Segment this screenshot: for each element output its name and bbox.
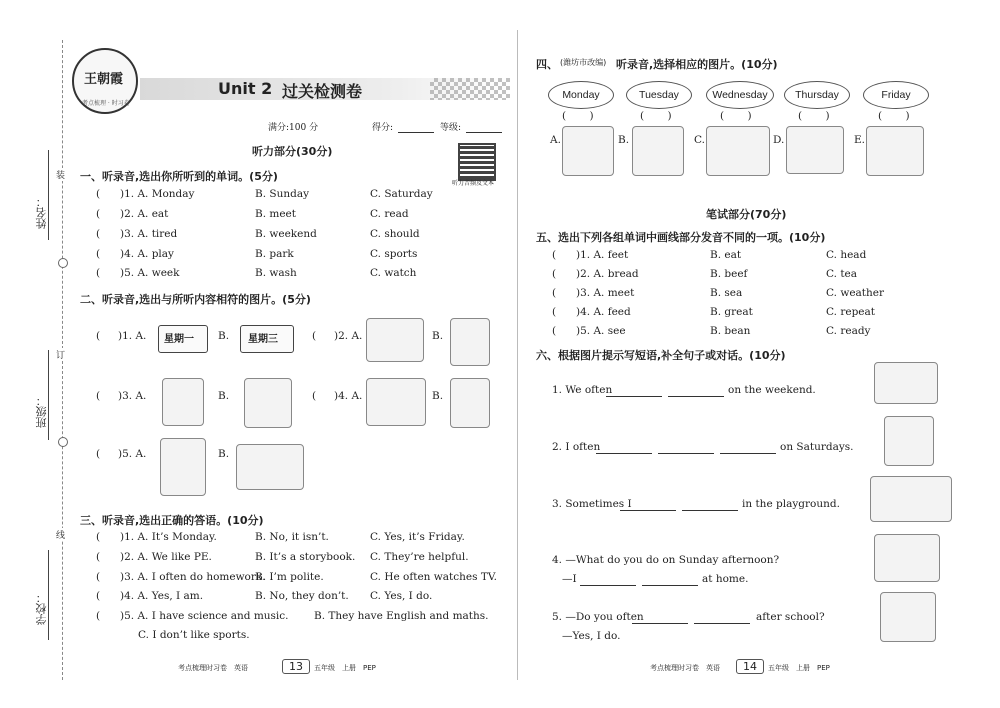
s5-row4-c: C. repeat bbox=[826, 306, 875, 318]
seal-char-2: 订 bbox=[56, 348, 65, 361]
s5-row4-a: )4. A. feed bbox=[576, 306, 631, 318]
answer-slot-5[interactable]: ( ) bbox=[878, 110, 910, 122]
boy-washing-clothes-picture bbox=[884, 416, 934, 466]
s5-row2-b: B. beef bbox=[710, 268, 748, 280]
grade-field[interactable] bbox=[466, 120, 502, 133]
s5-row5-c: C. ready bbox=[826, 325, 871, 337]
s3-row3-b: B. I’m polite. bbox=[255, 571, 324, 583]
s4-title: 听录音,选择相应的图片。(10分) bbox=[616, 58, 778, 71]
school-label: 学校： bbox=[35, 592, 48, 625]
qr-code[interactable] bbox=[458, 143, 496, 181]
answer-paren[interactable]: ( bbox=[96, 448, 101, 460]
answer-paren[interactable]: ( bbox=[312, 330, 317, 342]
footer-left-text: 考点梳理时习卷 英语 bbox=[178, 664, 248, 672]
class-underline bbox=[48, 350, 49, 440]
logo-subtext: 考点梳理 · 时习卷 bbox=[82, 100, 130, 107]
s6-q1-pre: 1. We often bbox=[552, 384, 613, 396]
s1-row1-a: )1. A. Monday bbox=[120, 188, 195, 200]
s6-q4-a: 4. —What do you do on Sunday afternoon? bbox=[552, 554, 780, 566]
s6-q2-blank2[interactable] bbox=[658, 441, 714, 454]
s2-item1-b: B. bbox=[218, 330, 230, 342]
answer-paren[interactable]: ( bbox=[96, 330, 101, 342]
s6-q4-blank1[interactable] bbox=[580, 573, 636, 586]
girl-art-class-picture bbox=[632, 126, 684, 176]
s3-row1-c: C. Yes, it’s Friday. bbox=[370, 531, 465, 543]
s3-row1-a: )1. A. It’s Monday. bbox=[120, 531, 217, 543]
answer-paren[interactable]: ( bbox=[96, 571, 101, 583]
grade-label: 等级: bbox=[440, 123, 462, 133]
hole-icon bbox=[58, 437, 68, 447]
calendar-a-label: 星期一 bbox=[164, 334, 194, 345]
score-label: 得分: bbox=[372, 123, 394, 133]
s1-row1-b: B. Sunday bbox=[255, 188, 310, 200]
girl-painting-picture bbox=[160, 438, 206, 496]
day-wednesday: Wednesday bbox=[706, 81, 774, 109]
answer-paren[interactable]: ( bbox=[96, 208, 101, 220]
s1-row3-b: B. weekend bbox=[255, 228, 317, 240]
s5-row2-c: C. tea bbox=[826, 268, 858, 280]
s6-q4-b-post: at home. bbox=[702, 573, 749, 585]
s3-row4-b: B. No, they don’t. bbox=[255, 590, 349, 602]
day-thursday: Thursday bbox=[784, 81, 850, 109]
name-label: 姓名： bbox=[35, 196, 48, 229]
s5-row3-c: C. weather bbox=[826, 287, 885, 299]
answer-slot-1[interactable]: ( ) bbox=[562, 110, 594, 122]
class-label: 班级： bbox=[35, 395, 48, 428]
s2-item3: )3. A. bbox=[118, 390, 147, 402]
writing-title: 笔试部分(70分) bbox=[706, 208, 787, 221]
s6-q5-b: —Yes, I do. bbox=[562, 630, 621, 642]
s5-title: 五、选出下列各组单词中画线部分发音不同的一项。(10分) bbox=[536, 231, 826, 244]
day-monday: Monday bbox=[548, 81, 614, 109]
s1-row3-c: C. should bbox=[370, 228, 420, 240]
answer-slot-2[interactable]: ( ) bbox=[640, 110, 672, 122]
s4-letter-e: E. bbox=[854, 134, 866, 146]
logo-text: 王朝霞 bbox=[84, 72, 124, 87]
s6-q2-blank1[interactable] bbox=[596, 441, 652, 454]
boy-football-picture bbox=[244, 378, 292, 428]
s1-row5-b: B. wash bbox=[255, 267, 297, 279]
s3-row3-a: )3. A. I often do homework. bbox=[120, 571, 266, 583]
s6-q5-a-post: after school? bbox=[756, 611, 825, 623]
s6-q4-b-pre: —I bbox=[562, 573, 577, 585]
s4-letter-d: D. bbox=[773, 134, 785, 146]
answer-slot-4[interactable]: ( ) bbox=[798, 110, 830, 122]
boy-at-table-picture bbox=[366, 318, 424, 362]
s1-row4-b: B. park bbox=[255, 248, 294, 260]
s6-q4-blank2[interactable] bbox=[642, 573, 698, 586]
s1-row4-c: C. sports bbox=[370, 248, 418, 260]
answer-paren[interactable]: ( bbox=[552, 287, 557, 299]
s2-item5: )5. A. bbox=[118, 448, 147, 460]
answer-paren[interactable]: ( bbox=[552, 325, 557, 337]
blackboard-picture bbox=[786, 126, 844, 174]
footer-right-text: 考点梳理时习卷 英语 bbox=[650, 664, 720, 672]
s5-row1-c: C. head bbox=[826, 249, 867, 261]
s2-item2: )2. A. bbox=[334, 330, 363, 342]
answer-paren[interactable]: ( bbox=[96, 390, 101, 402]
answer-paren[interactable]: ( bbox=[96, 228, 101, 240]
qr-caption: 听力音频及文本 bbox=[452, 180, 495, 187]
s3-row5-a: )5. A. I have science and music. bbox=[120, 610, 289, 622]
full-score: 满分:100 分 bbox=[268, 123, 319, 133]
s6-title: 六、根据图片提示写短语,补全句子或对话。(10分) bbox=[536, 349, 786, 362]
s3-title: 三、听录音,选出正确的答语。(10分) bbox=[80, 514, 264, 527]
boy-ping-pong-picture bbox=[366, 378, 426, 426]
s3-row2-b: B. It’s a storybook. bbox=[255, 551, 356, 563]
s4-letter-a: A. bbox=[550, 134, 561, 146]
score-field[interactable] bbox=[398, 120, 434, 133]
two-girls-picture bbox=[874, 362, 938, 404]
s2-item2-b: B. bbox=[432, 330, 444, 342]
s3-row2-a: )2. A. We like PE. bbox=[120, 551, 212, 563]
s2-title: 二、听录音,选出与所听内容相符的图片。(5分) bbox=[80, 293, 311, 306]
footer-right-grade: 五年级 上册 PEP bbox=[768, 664, 830, 672]
answer-paren[interactable]: ( bbox=[96, 531, 101, 543]
s1-row5-a: )5. A. week bbox=[120, 267, 180, 279]
s3-row5-c: C. I don’t like sports. bbox=[138, 629, 250, 641]
unit-title: Unit 2 bbox=[218, 79, 273, 98]
answer-slot-3[interactable]: ( ) bbox=[720, 110, 752, 122]
answer-paren[interactable]: ( bbox=[96, 551, 101, 563]
seal-char-3: 线 bbox=[56, 528, 65, 541]
s5-row1-a: )1. A. feet bbox=[576, 249, 629, 261]
page-title: 过关检测卷 bbox=[282, 82, 363, 101]
s1-title: 一、听录音,选出你所听到的单词。(5分) bbox=[80, 170, 278, 183]
day-friday: Friday bbox=[863, 81, 929, 109]
seal-char-1: 装 bbox=[56, 168, 65, 181]
s2-item1: )1. A. bbox=[118, 330, 147, 342]
answer-paren[interactable]: ( bbox=[96, 267, 101, 279]
s5-row2-a: )2. A. bread bbox=[576, 268, 639, 280]
s4-letter-c: C. bbox=[694, 134, 705, 146]
s2-item3-b: B. bbox=[218, 390, 230, 402]
s6-q1-blank1[interactable] bbox=[606, 384, 662, 397]
footer-left-grade: 五年级 上册 PEP bbox=[314, 664, 376, 672]
footer-right-page: 14 bbox=[736, 659, 764, 674]
s5-row5-b: B. bean bbox=[710, 325, 751, 337]
s1-row2-c: C. read bbox=[370, 208, 409, 220]
name-underline bbox=[48, 150, 49, 240]
s3-row4-a: )4. A. Yes, I am. bbox=[120, 590, 204, 602]
s6-q1-blank2[interactable] bbox=[668, 384, 724, 397]
s6-q3-post: in the playground. bbox=[742, 498, 840, 510]
boy-playing-football-picture bbox=[870, 476, 952, 522]
s3-row2-c: C. They’re helpful. bbox=[370, 551, 469, 563]
s1-row4-a: )4. A. play bbox=[120, 248, 174, 260]
s1-row2-b: B. meet bbox=[255, 208, 296, 220]
s3-row5-b: B. They have English and maths. bbox=[314, 610, 489, 622]
s5-row1-b: B. eat bbox=[710, 249, 742, 261]
checker-pattern bbox=[430, 78, 510, 100]
listening-title: 听力部分(30分) bbox=[252, 145, 333, 158]
s4-title-pre: 四、 bbox=[536, 58, 558, 71]
s6-q3-blank2[interactable] bbox=[682, 498, 738, 511]
girl-eating-picture bbox=[450, 318, 490, 366]
answer-paren[interactable]: ( bbox=[552, 249, 557, 261]
calendar-b-label: 星期三 bbox=[248, 334, 278, 345]
girl-watching-tv-picture bbox=[874, 534, 940, 582]
school-underline bbox=[48, 550, 49, 640]
s4-title-source: (潍坊市改编) bbox=[560, 58, 607, 67]
answer-paren[interactable]: ( bbox=[552, 268, 557, 280]
s6-q5-blank1[interactable] bbox=[632, 611, 688, 624]
s2-item5-b: B. bbox=[218, 448, 230, 460]
s6-q3-blank1[interactable] bbox=[620, 498, 676, 511]
page-divider bbox=[517, 30, 518, 680]
kids-football-picture bbox=[706, 126, 770, 176]
s6-q2-pre: 2. I often bbox=[552, 441, 601, 453]
day-tuesday: Tuesday bbox=[626, 81, 692, 109]
answer-paren[interactable]: ( bbox=[96, 248, 101, 260]
answer-paren[interactable]: ( bbox=[552, 306, 557, 318]
s6-q1-post: on the weekend. bbox=[728, 384, 816, 396]
answer-paren[interactable]: ( bbox=[312, 390, 317, 402]
teacher-picture bbox=[562, 126, 614, 176]
s1-row5-c: C. watch bbox=[370, 267, 417, 279]
s6-q2-post: on Saturdays. bbox=[780, 441, 854, 453]
s2-item4: )4. A. bbox=[334, 390, 363, 402]
s5-row4-b: B. great bbox=[710, 306, 753, 318]
s1-row3-a: )3. A. tired bbox=[120, 228, 178, 240]
s6-q2-blank3[interactable] bbox=[720, 441, 776, 454]
girl-sports-picture bbox=[450, 378, 490, 428]
s6-q3-pre: 3. Sometimes I bbox=[552, 498, 632, 510]
hole-icon bbox=[58, 258, 68, 268]
s6-q5-blank2[interactable] bbox=[694, 611, 750, 624]
s5-row3-a: )3. A. meet bbox=[576, 287, 635, 299]
s5-row5-a: )5. A. see bbox=[576, 325, 626, 337]
boy-reading-picture bbox=[162, 378, 204, 426]
answer-paren[interactable]: ( bbox=[96, 188, 101, 200]
s5-row3-b: B. sea bbox=[710, 287, 743, 299]
s3-row3-c: C. He often watches TV. bbox=[370, 571, 497, 583]
music-class-picture bbox=[866, 126, 924, 176]
answer-paren[interactable]: ( bbox=[96, 610, 101, 622]
answer-paren[interactable]: ( bbox=[96, 590, 101, 602]
girl-reading-picture bbox=[880, 592, 936, 642]
watching-tv-picture bbox=[236, 444, 304, 490]
s6-q5-a-pre: 5. —Do you often bbox=[552, 611, 644, 623]
s4-letter-b: B. bbox=[618, 134, 630, 146]
s2-item4-b: B. bbox=[432, 390, 444, 402]
s3-row4-c: C. Yes, I do. bbox=[370, 590, 433, 602]
s1-row2-a: )2. A. eat bbox=[120, 208, 169, 220]
footer-left-page: 13 bbox=[282, 659, 310, 674]
s1-row1-c: C. Saturday bbox=[370, 188, 433, 200]
s3-row1-b: B. No, it isn’t. bbox=[255, 531, 329, 543]
